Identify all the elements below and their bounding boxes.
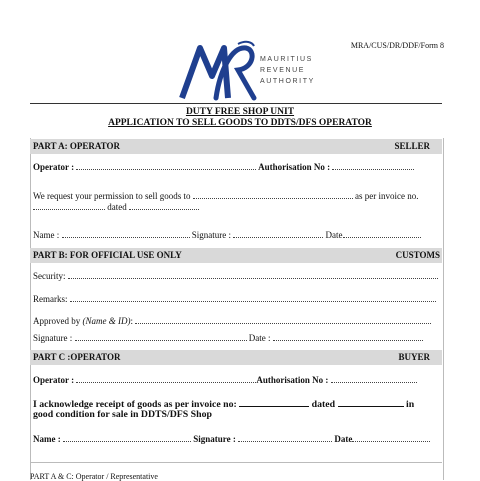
date-label: Date <box>325 230 343 240</box>
operator-field[interactable] <box>76 162 256 170</box>
operator-label: Operator : <box>33 162 75 172</box>
ack-dated: dated <box>311 399 336 410</box>
part-a-header <box>30 139 442 154</box>
approved-label: Approved by <box>33 316 81 326</box>
remarks-field[interactable] <box>70 294 436 302</box>
form-reference: MRA/CUS/DR/DDF/Form 8 <box>350 41 444 50</box>
authorisation-field[interactable] <box>332 162 414 170</box>
security-row <box>33 271 439 281</box>
part-b-header <box>30 248 442 263</box>
part-a-role: SELLER <box>394 141 430 151</box>
signature-field-c[interactable] <box>238 434 332 442</box>
ack-row-2 <box>33 409 439 420</box>
part-c-header <box>30 350 442 365</box>
authorisation-field-c[interactable] <box>331 375 417 383</box>
logo-word-2: REVENUE <box>260 67 306 74</box>
part-a-title: PART A: OPERATOR <box>33 141 121 151</box>
operator-label-c: Operator : <box>33 375 75 385</box>
part-c-sign-row <box>33 434 439 444</box>
invoice-number-field[interactable] <box>33 202 105 210</box>
request-text: We request your permission to sell goods to <box>33 191 191 201</box>
approved-colon: : <box>130 316 134 326</box>
ack-text-2: good condition for sale in DDTS/DFS Shop <box>33 409 212 420</box>
name-label: Name : <box>33 230 60 240</box>
part-a-operator-row <box>33 162 439 172</box>
part-b-sign-row <box>33 333 439 343</box>
approved-hint: (Name & ID) <box>82 316 131 326</box>
signature-field-b[interactable] <box>75 333 247 341</box>
security-field[interactable] <box>68 271 438 279</box>
remarks-label: Remarks: <box>33 294 68 304</box>
footer-divider <box>30 462 442 463</box>
date-field-b[interactable] <box>273 333 423 341</box>
dated-label: dated <box>107 202 127 212</box>
authorisation-label: Authorisation No : <box>258 162 331 172</box>
invoice-date-field[interactable] <box>129 202 199 210</box>
ack-date-field[interactable] <box>338 397 404 407</box>
buyer-field[interactable] <box>193 191 353 199</box>
part-a-sign-row <box>33 230 439 240</box>
logo-word-3: AUTHORITY <box>260 78 315 85</box>
approved-field[interactable] <box>135 316 431 324</box>
signature-label-c: Signature : <box>193 434 236 444</box>
form-frame <box>30 138 444 480</box>
header-divider <box>30 103 442 104</box>
part-c-title: PART C :OPERATOR <box>33 352 121 362</box>
name-label-c: Name : <box>33 434 61 444</box>
logo-word-1: MAURITIUS <box>260 56 313 63</box>
mra-logo-mark <box>180 40 315 102</box>
approved-row <box>33 316 439 326</box>
form-subtitle: APPLICATION TO SELL GOODS TO DDTS/DFS OPERATOR <box>108 118 372 128</box>
name-field[interactable] <box>62 230 190 238</box>
date-label-b: Date : <box>248 333 271 343</box>
ack-in: in <box>405 399 415 410</box>
remarks-row <box>33 294 439 304</box>
authorisation-label-c: Authorisation No : <box>256 375 329 385</box>
operator-field-c[interactable] <box>76 375 256 383</box>
part-c-role: BUYER <box>398 352 430 362</box>
date-label-c: Date <box>334 434 353 444</box>
security-label: Security: <box>33 271 66 281</box>
signature-field[interactable] <box>233 230 323 238</box>
mra-logo <box>180 40 315 102</box>
date-field-c[interactable] <box>352 434 430 442</box>
signature-label-b: Signature : <box>33 333 73 343</box>
signature-label: Signature : <box>191 230 231 240</box>
part-c-operator-row <box>33 375 439 385</box>
date-field[interactable] <box>343 230 421 238</box>
part-a-request-row <box>33 191 439 201</box>
part-b-title: PART B: FOR OFFICIAL USE ONLY <box>33 250 182 260</box>
form-title: DUTY FREE SHOP UNIT <box>185 107 295 117</box>
part-a-dated-row <box>33 202 439 212</box>
ack-invoice-field[interactable] <box>239 397 309 407</box>
per-invoice-text: as per invoice no. <box>355 191 419 201</box>
ack-text: I acknowledge receipt of goods as per invoice no: <box>33 399 237 410</box>
part-b-role: CUSTOMS <box>395 250 440 260</box>
footer-note: PART A & C: Operator / Representative <box>30 472 158 481</box>
name-field-c[interactable] <box>63 434 191 442</box>
